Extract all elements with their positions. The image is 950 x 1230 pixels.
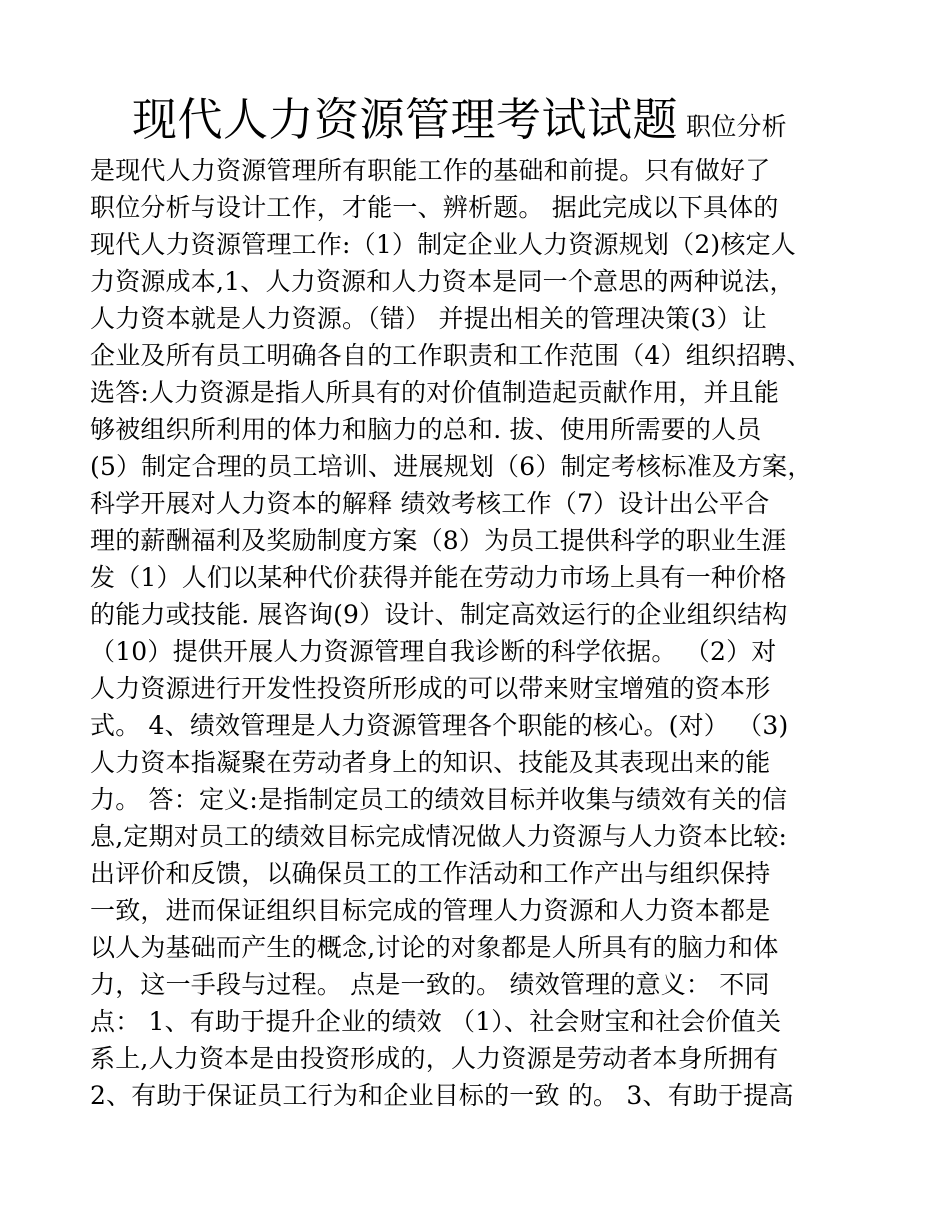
body-line: （10）提供开展人力资源管理自我诊断的科学依据。 （2）对 xyxy=(90,637,777,666)
body-line: 人力资本指凝聚在劳动者身上的知识、技能及其表现出来的能 xyxy=(90,748,771,777)
title-line xyxy=(90,88,870,152)
body-line: 息,定期对员工的绩效目标完成情况做人力资源与人力资本比较: xyxy=(90,822,788,851)
body-line: 2、有助于保证员工行为和企业目标的一致 的。 3、有助于提高 xyxy=(90,1081,794,1110)
body-line: 选答:人力资源是指人所具有的对价值制造起贡献作用，并且能 xyxy=(90,378,780,407)
body-line: 以人为基础而产生的概念,讨论的对象都是人所具有的脑力和体 xyxy=(90,933,779,962)
body-line: 够被组织所利用的体力和脑力的总和. 拔、使用所需要的人员 xyxy=(90,415,762,444)
body-line: 理的薪酬福利及奖励制度方案（8）为员工提供科学的职业生涯 xyxy=(90,526,787,555)
body-line: 人力资源进行开发性投资所形成的可以带来财宝增殖的资本形 xyxy=(90,674,771,703)
body-line: 力资源成本,1、人力资源和人力资本是同一个意思的两种说法， xyxy=(90,267,795,296)
body-line: 企业及所有员工明确各自的工作职责和工作范围（4）组织招聘、 xyxy=(90,341,812,370)
body-line: 出评价和反馈，以确保员工的工作活动和工作产出与组织保持 xyxy=(90,859,771,888)
body-line: 职位分析与设计工作，才能一、辨析题。 据此完成以下具体的 xyxy=(90,193,779,222)
body-line: 式。 4、绩效管理是人力资源管理各个职能的核心。(对） （3) xyxy=(90,711,789,740)
body-line: 力，这一手段与过程。 点是一致的。 绩效管理的意义： 不同 xyxy=(90,970,770,999)
title-trailing-text: 职位分析 xyxy=(686,112,787,141)
body-line: (5）制定合理的员工培训、进展规划（6）制定考核标准及方案， xyxy=(90,452,813,481)
document-page xyxy=(90,88,870,1114)
body-line: 是现代人力资源管理所有职能工作的基础和前提。只有做好了 xyxy=(90,156,771,185)
body-line: 科学开展对人力资本的解释 绩效考核工作（7）设计出公平合 xyxy=(90,489,770,518)
body-line: 现代人力资源管理工作:（1）制定企业人力资源规划（2)核定人 xyxy=(90,230,796,259)
body-line: 发（1）人们以某种代价获得并能在劳动力市场上具有一种价格 xyxy=(90,563,787,592)
body-line: 人力资本就是人力资源。（错） 并提出相关的管理决策(3）让 xyxy=(90,304,767,333)
body-line: 一致，进而保证组织目标完成的管理人力资源和人力资本都是 xyxy=(90,896,771,925)
body-line: 系上,人力资本是由投资形成的，人力资源是劳动者本身所拥有 xyxy=(90,1044,779,1073)
document-title: 现代人力资源管理考试试题 xyxy=(132,93,679,146)
body-line: 点： 1、有助于提升企业的绩效 （1）、社会财宝和社会价值关 xyxy=(90,1007,782,1036)
body-line: 力。 答：定义:是指制定员工的绩效目标并收集与绩效有关的信 xyxy=(90,785,788,814)
body-line: 的能力或技能. 展咨询(9）设计、制定高效运行的企业组织结构 xyxy=(90,600,788,629)
